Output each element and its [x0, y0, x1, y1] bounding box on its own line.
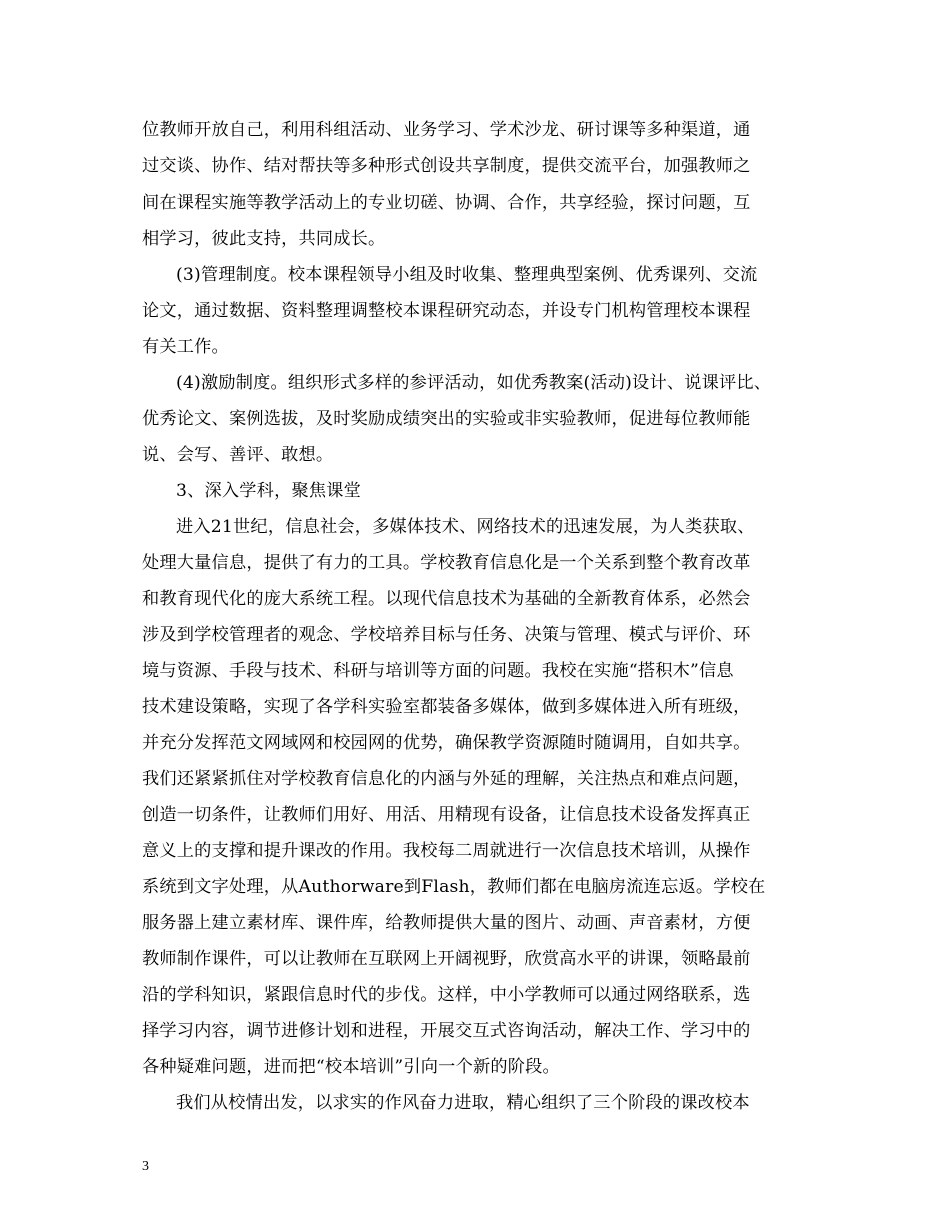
- text-line-16: 境与资源、手段与技术、科研与培训等方面的问题。我校在实施“搭积木”信息: [142, 661, 734, 681]
- text-line-15: 涉及到学校管理者的观念、学校培养目标与任务、决策与管理、模式与评价、环: [142, 625, 751, 645]
- text-line-5: (3)管理制度。校本课程领导小组及时收集、整理典型案例、优秀课列、交流: [176, 265, 758, 285]
- text-line-19: 我们还紧紧抓住对学校教育信息化的内涵与外延的理解，关注热点和难点问题，: [142, 769, 751, 789]
- text-line-1: 位教师开放自己，利用科组活动、业务学习、学术沙龙、研讨课等多种渠道，通: [142, 120, 751, 140]
- text-line-24: 教师制作课件，可以让教师在互联网上开阔视野，欣赏高水平的讲课，领略最前: [142, 949, 751, 969]
- page-number: 3: [142, 1159, 149, 1174]
- text-line-8: (4)激励制度。组织形式多样的参评活动，如优秀教案(活动)设计、说课评比、: [176, 373, 772, 393]
- text-line-9: 优秀论文、案例选拔，及时奖励成绩突出的实验或非实验教师，促进每位教师能: [142, 409, 751, 429]
- text-line-17: 技术建设策略，实现了各学科实验室都装备多媒体，做到多媒体进入所有班级，: [142, 697, 751, 717]
- text-line-25: 沿的学科知识，紧跟信息时代的步伐。这样，中小学教师可以通过网络联系，选: [142, 985, 751, 1005]
- text-line-23: 服务器上建立素材库、课件库，给教师提供大量的图片、动画、声音素材，方便: [142, 913, 751, 933]
- section-heading: 3、深入学科，聚焦课堂: [176, 481, 362, 501]
- text-line-28: 我们从校情出发，以求实的作风奋力进取，精心组织了三个阶段的课改校本: [176, 1093, 750, 1113]
- text-line-3: 间在课程实施等教学活动上的专业切磋、协调、合作，共享经验，探讨问题，互: [142, 193, 751, 213]
- text-line-22: 系统到文字处理，从Authorware到Flash，教师们都在电脑房流连忘返。学校在: [142, 877, 766, 897]
- text-line-26: 择学习内容，调节进修计划和进程，开展交互式咨询活动，解决工作、学习中的: [142, 1021, 751, 1041]
- text-line-13: 处理大量信息，提供了有力的工具。学校教育信息化是一个关系到整个教育改革: [142, 553, 751, 573]
- text-line-14: 和教育现代化的庞大系统工程。以现代信息技术为基础的全新教育体系，必然会: [142, 589, 751, 609]
- text-line-18: 并充分发挥范文网域网和校园网的优势，确保教学资源随时随调用，自如共享。: [142, 733, 751, 753]
- text-line-4: 相学习，彼此支持，共同成长。: [142, 229, 386, 249]
- text-line-6: 论文，通过数据、资料整理调整校本课程研究动态，并设专门机构管理校本课程: [142, 301, 751, 321]
- text-line-21: 意义上的支撑和提升课改的作用。我校每二周就进行一次信息技术培训，从操作: [142, 841, 751, 861]
- text-line-12: 进入21世纪，信息社会，多媒体技术、网络技术的迅速发展，为人类获取、: [176, 517, 755, 537]
- text-line-10: 说、会写、善评、敢想。: [142, 445, 334, 465]
- text-line-20: 创造一切条件，让教师们用好、用活、用精现有设备，让信息技术设备发挥真正: [142, 805, 751, 825]
- text-line-7: 有关工作。: [142, 337, 229, 357]
- text-line-27: 各种疑难问题，进而把“校本培训”引向一个新的阶段。: [142, 1057, 560, 1077]
- text-line-2: 过交谈、协作、结对帮扶等多种形式创设共享制度，提供交流平台，加强教师之: [142, 156, 751, 176]
